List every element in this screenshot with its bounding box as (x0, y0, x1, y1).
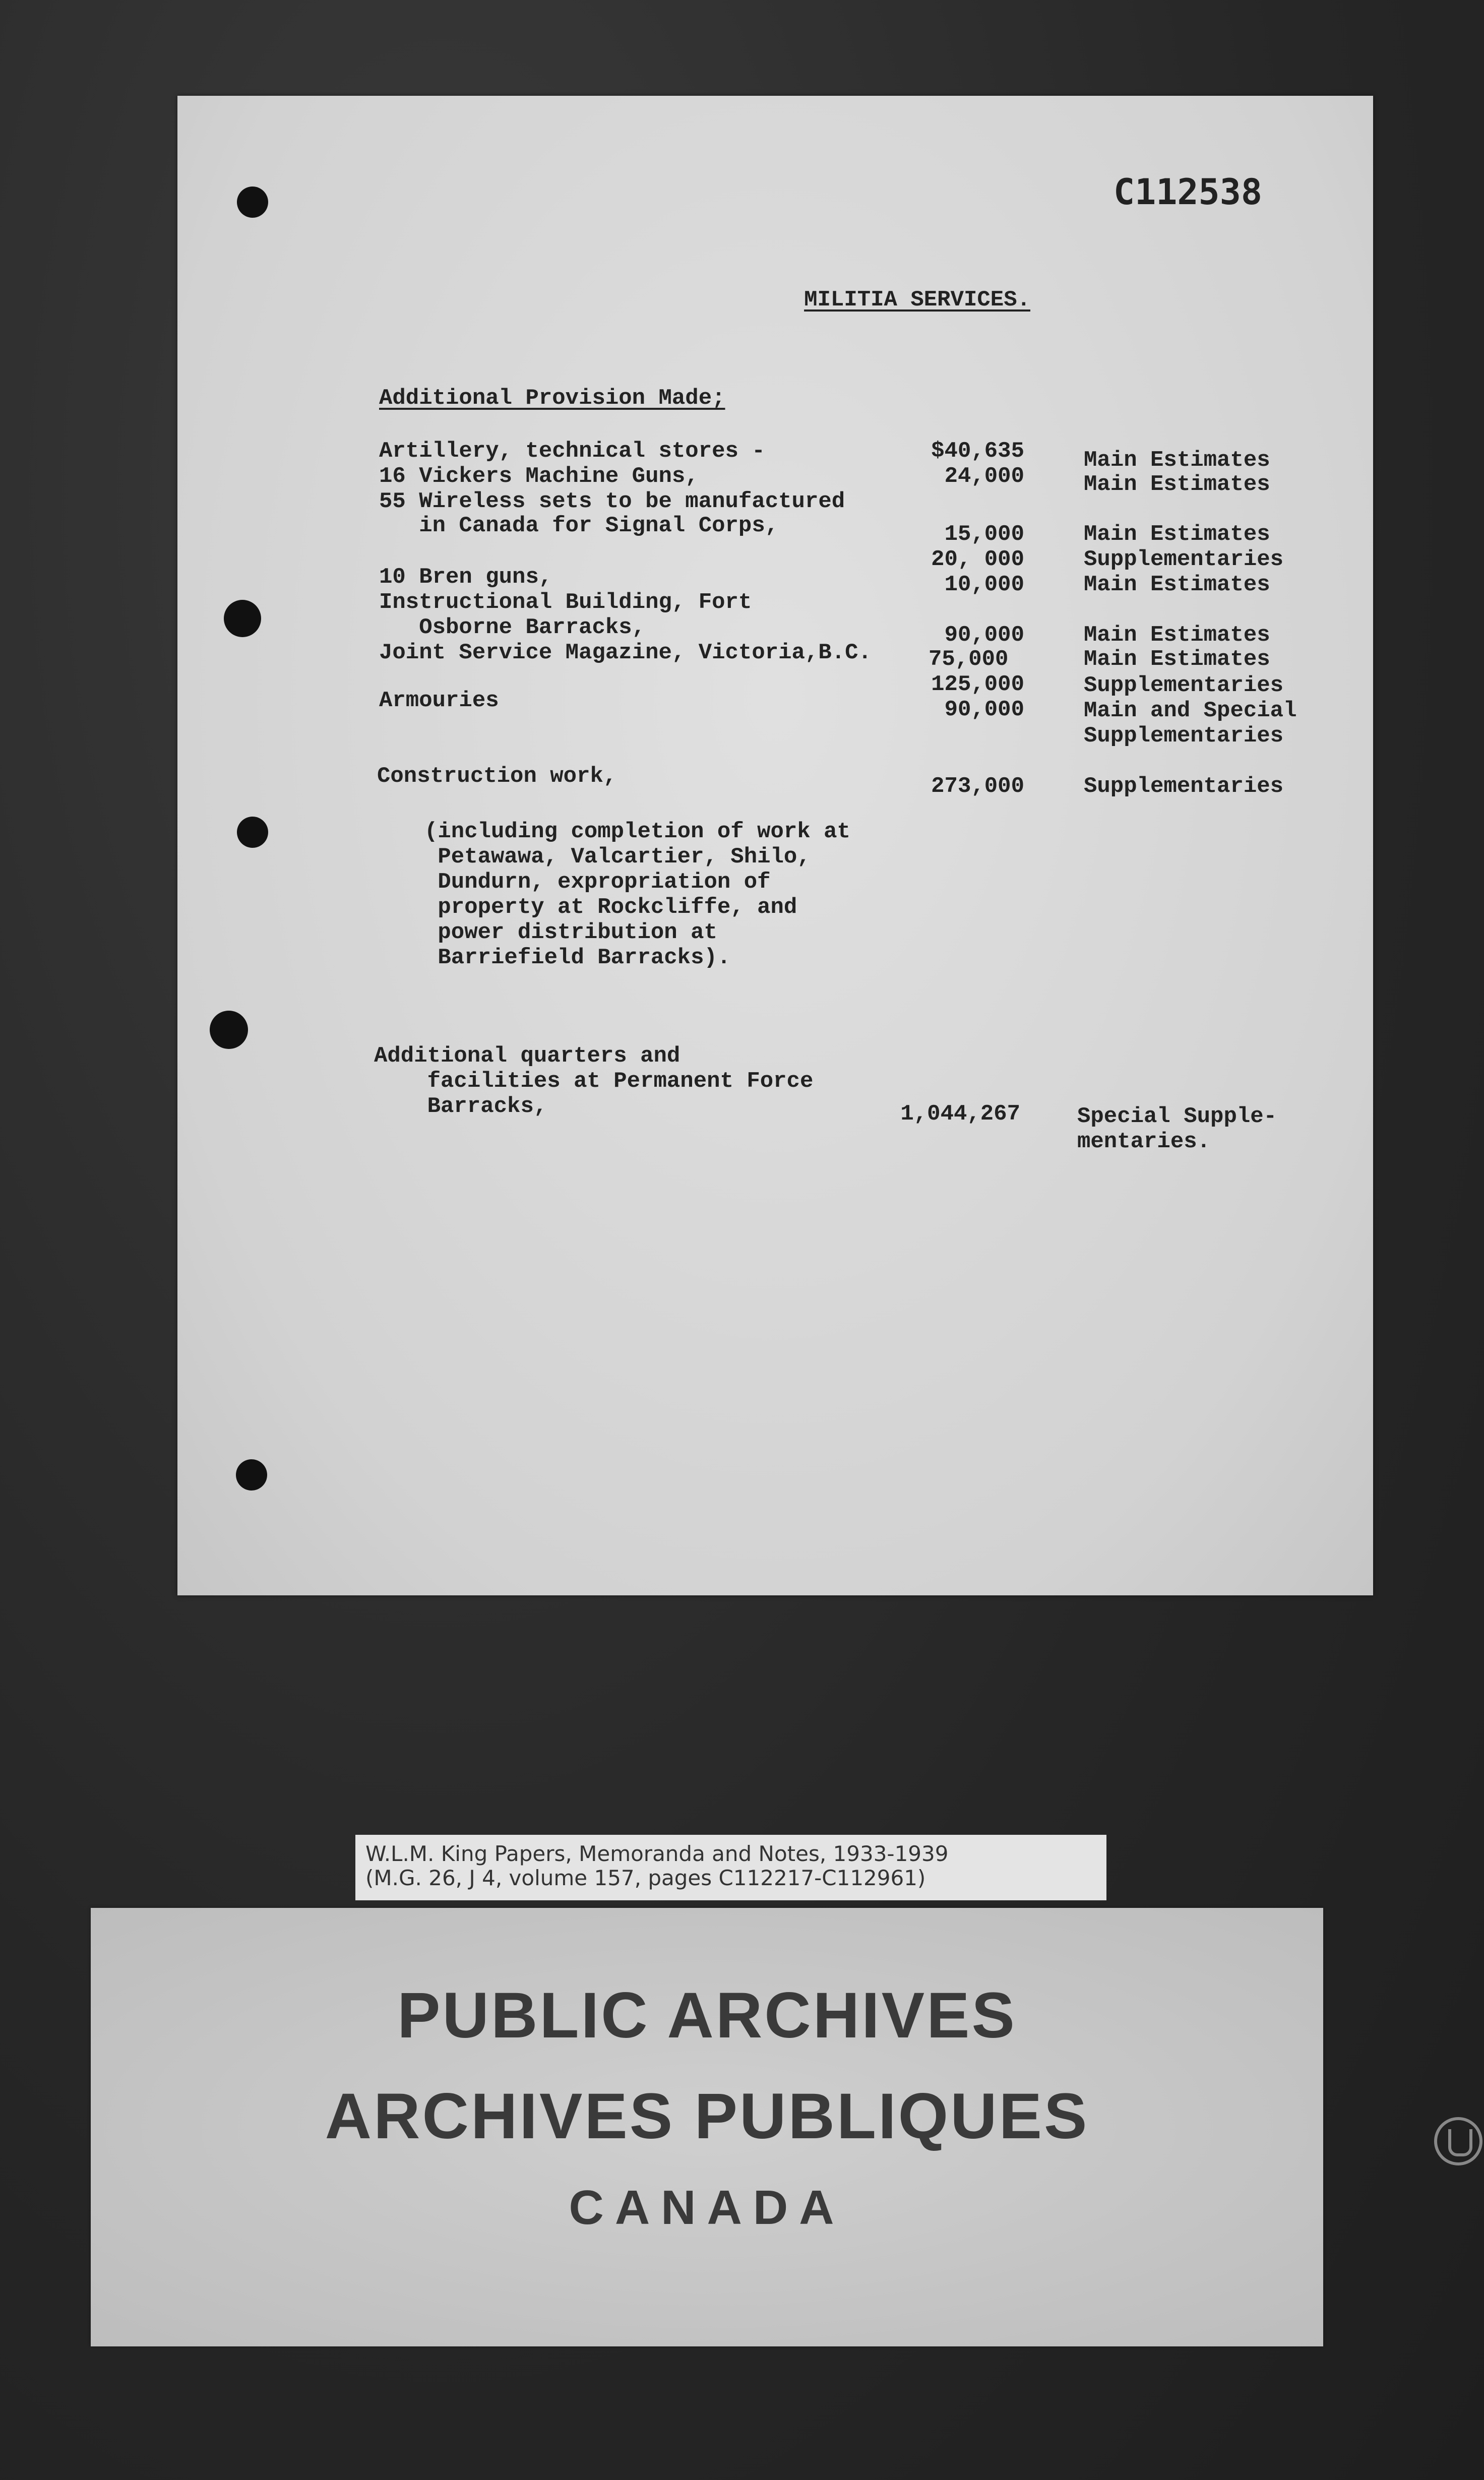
entry-amount: 10,000 (944, 572, 1024, 597)
reference-number: C112538 (1113, 171, 1262, 213)
entry-line: Osborne Barracks, (379, 615, 646, 640)
punch-hole-icon (236, 1459, 267, 1491)
quarters-line: Barracks, (374, 1094, 547, 1119)
entry-amount: 125,000 (931, 672, 1024, 697)
entry-amount: 90,000 (944, 623, 1024, 648)
entry-amount: 20, 000 (931, 547, 1024, 572)
punch-hole-icon (224, 600, 261, 637)
entry-source: Supplementaries (1084, 673, 1284, 698)
construction-note-line: power distribution at (424, 920, 717, 945)
page-title: MILITIA SERVICES. (804, 287, 1030, 313)
entry-source: Main Estimates (1084, 572, 1270, 597)
entry-line: Joint Service Magazine, Victoria,B.C. (379, 640, 872, 665)
entry-source: Main Estimates (1084, 472, 1270, 497)
document-page (177, 96, 1373, 1595)
construction-note-line: property at Rockcliffe, and (424, 895, 797, 920)
construction-note-line: (including completion of work at (424, 819, 850, 844)
archive-caption (355, 1835, 1106, 1900)
entry-source: Supplementaries (1084, 547, 1284, 572)
quarters-source: Special Supple- (1077, 1104, 1277, 1129)
punch-hole-icon (237, 817, 268, 848)
entry-line: Instructional Building, Fort (379, 590, 752, 615)
quarters-line: facilities at Permanent Force (374, 1069, 814, 1094)
stamp-line: PUBLIC ARCHIVES (397, 1979, 1017, 2052)
entry-amount: 24,000 (944, 464, 1024, 489)
quarters-amount: 1,044,267 (900, 1101, 1020, 1127)
construction-note-line: Petawawa, Valcartier, Shilo, (424, 844, 811, 870)
entry-source: Main and Special (1084, 698, 1297, 723)
stamp-line: CANADA (569, 2181, 845, 2235)
construction-note-line: Dundurn, expropriation of (424, 870, 771, 895)
entry-source: Supplementaries (1084, 723, 1284, 749)
entry-line: in Canada for Signal Corps, (379, 513, 779, 538)
construction-source: Supplementaries (1084, 774, 1284, 799)
entry-amount: 15,000 (944, 522, 1024, 547)
entry-amount: 90,000 (944, 697, 1024, 722)
construction-line: Construction work, (377, 764, 617, 789)
archive-logo-icon (1434, 2117, 1482, 2165)
punch-hole-icon (210, 1011, 248, 1049)
quarters-source: mentaries. (1077, 1129, 1211, 1154)
entry-line: 16 Vickers Machine Guns, (379, 464, 699, 489)
quarters-line: Additional quarters and (374, 1043, 681, 1069)
stamp-line: ARCHIVES PUBLIQUES (325, 2080, 1089, 2152)
caption-line: W.L.M. King Papers, Memoranda and Notes, 1933-1939 (365, 1841, 949, 1866)
section-heading: Additional Provision Made; (379, 386, 725, 411)
entry-line: Artillery, technical stores - (379, 439, 765, 464)
entry-amount: 75,000 (929, 647, 1009, 672)
entry-source: Main Estimates (1084, 522, 1270, 547)
caption-line: (M.G. 26, J 4, volume 157, pages C112217-C112961) (365, 1866, 926, 1890)
construction-amount: 273,000 (931, 774, 1024, 799)
construction-note-line: Barriefield Barracks). (424, 945, 731, 970)
entry-source: Main Estimates (1084, 448, 1270, 473)
entry-line: 55 Wireless sets to be manufactured (379, 489, 845, 514)
entry-line: Armouries (379, 688, 499, 713)
entry-line: 10 Bren guns, (379, 565, 552, 590)
entry-source: Main Estimates (1084, 623, 1270, 648)
punch-hole-icon (237, 187, 268, 218)
archives-stamp (91, 1908, 1323, 2346)
entry-amount: $40,635 (931, 439, 1024, 464)
entry-source: Main Estimates (1084, 647, 1270, 672)
